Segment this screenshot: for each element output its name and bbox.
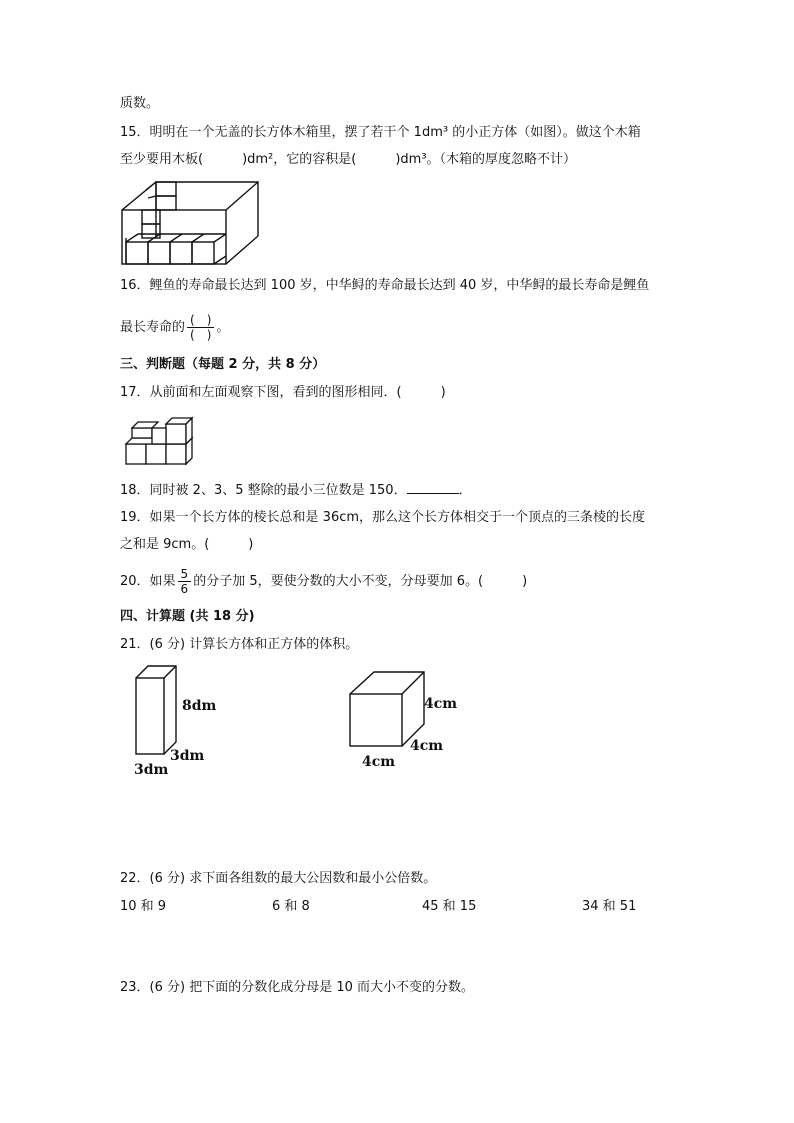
q16-suffix: 。: [216, 320, 230, 335]
q16-line2: [120, 313, 229, 342]
section-4-heading: 四、计算题 (共 18 分): [120, 609, 255, 624]
q18-text: 18．同时被 2、3、5 整除的最小三位数是 150．: [120, 483, 407, 498]
cuboid-depth-label: 3dm: [170, 748, 205, 764]
fraction-denominator: 6: [180, 582, 189, 596]
q21: 21．(6 分) 计算长方体和正方体的体积。: [120, 637, 359, 652]
cube-height-label: 4cm: [424, 696, 458, 712]
section-3-heading: 三、判断题（每题 2 分，共 8 分）: [120, 357, 326, 372]
q15-line1: 15．明明在一个无盖的长方体木箱里，摆了若干个 1dm³ 的小正方体（如图）。做这个木箱: [120, 125, 641, 140]
q22-pair-3: 45 和 15: [422, 899, 477, 914]
q22-pair-1: 10 和 9: [120, 899, 167, 914]
q16-line1: 16．鲤鱼的寿命最长达到 100 岁，中华鲟的寿命最长达到 40 岁，中华鲟的最长寿命是鲤鱼: [120, 278, 650, 293]
q22-pair-4: 34 和 51: [582, 899, 637, 914]
cube-depth-label: 4cm: [410, 738, 444, 754]
box-with-cubes-figure: [118, 178, 263, 268]
q16-prefix: 最长寿命的: [120, 320, 186, 335]
q15-line2: 至少要用木板( )dm²，它的容积是( )dm³。（木箱的厚度忽略不计）: [120, 152, 577, 167]
cube-width-label: 4cm: [362, 754, 396, 770]
q23: 23．(6 分) 把下面的分数化成分母是 10 而大小不变的分数。: [120, 980, 475, 995]
q22-pair-2: 6 和 8: [272, 899, 310, 914]
q22: 22．(6 分) 求下面各组数的最大公因数和最小公倍数。: [120, 871, 437, 886]
answer-blank: [407, 481, 459, 494]
fraction-numerator: ( ): [187, 313, 214, 328]
q20-prefix: 20．如果: [120, 574, 176, 589]
cuboid-height-label: 8dm: [182, 698, 217, 714]
fraction-numerator: 5: [178, 567, 192, 582]
q14-tail: 质数。: [120, 96, 160, 111]
q19-line1: 19．如果一个长方体的棱长总和是 36cm，那么这个长方体相交于一个顶点的三条棱的长度: [120, 510, 646, 525]
cube-figure: [346, 666, 466, 774]
cuboid-width-label: 3dm: [134, 762, 169, 778]
q20-suffix: 的分子加 5，要使分数的大小不变，分母要加 6。( ): [193, 574, 528, 589]
q19-line2: 之和是 9cm。( ): [120, 537, 254, 552]
q20-fraction: [178, 567, 192, 596]
q18-end: ．: [458, 483, 472, 498]
fraction-denominator: ( ): [190, 328, 212, 342]
q17: 17．从前面和左面观察下图，看到的图形相同．( ): [120, 385, 446, 400]
cuboid-figure: [128, 660, 238, 778]
stacked-cubes-figure: [124, 414, 194, 468]
q16-fraction: [187, 313, 214, 342]
q18: [120, 481, 472, 501]
q20: [120, 567, 527, 596]
